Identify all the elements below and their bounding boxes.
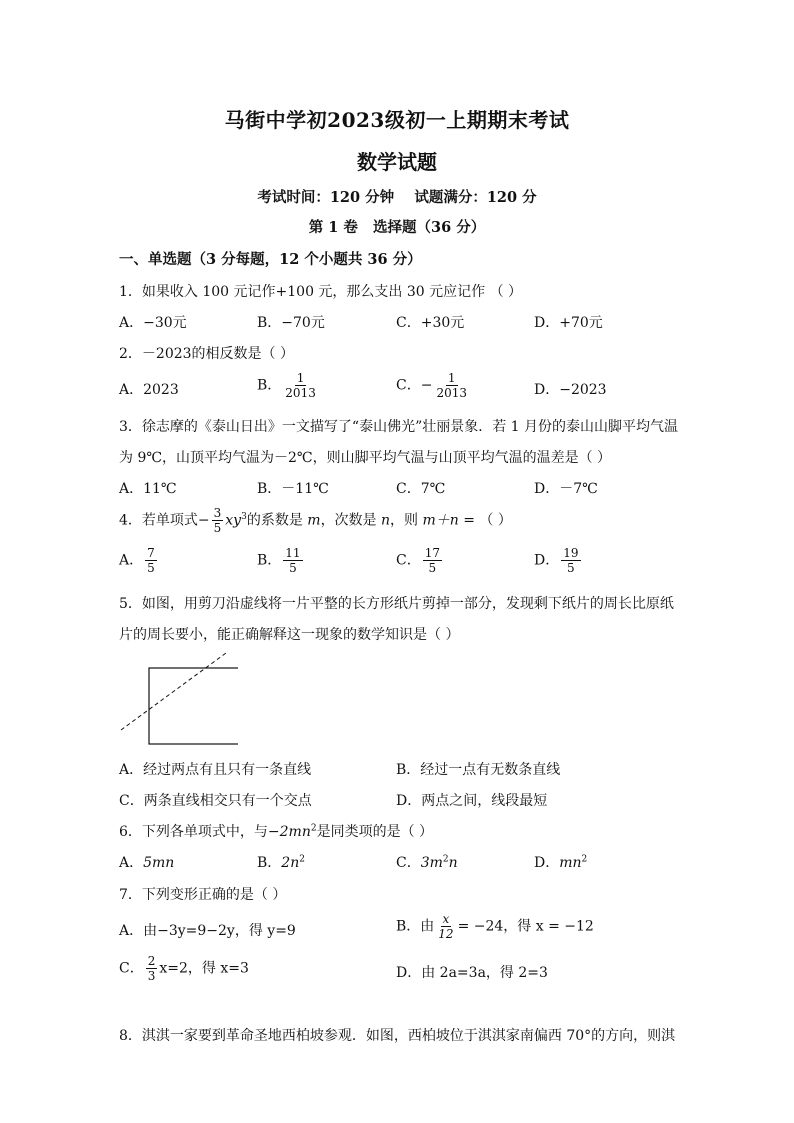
q4-option-a-numerator: 7 (147, 546, 155, 560)
q7-option-b-fraction (436, 912, 455, 941)
q2-option-b-fraction (283, 371, 318, 400)
exam-info: 考试时间：120 分钟 试题满分：120 分 (257, 189, 537, 206)
q4-stem-exponent: 3 (241, 511, 247, 522)
q6-option-d-term: mn (559, 855, 582, 871)
q4-n: n (381, 512, 391, 529)
q6-stem-end: 是同类项的是（ ） (316, 824, 434, 840)
q5-dashed-cut-line (121, 653, 226, 730)
q8-line1: 8．淇淇一家要到革命圣地西柏坡参观．如图，西柏坡位于淇淇家南偏西 70°的方向，则淇 (119, 1028, 676, 1044)
q3-option-b: B．－11℃ (257, 481, 329, 497)
q6-option-c-term: 3m (420, 855, 443, 871)
q2-option-c (396, 371, 471, 400)
q4-option-c (396, 546, 444, 575)
q7-option-b-prefix: B．由 (396, 918, 435, 935)
q7-option-b (396, 912, 594, 941)
exam-title: 马街中学初2023级初一上期期末考试 (224, 108, 570, 132)
q6-option-b-exponent: 2 (299, 854, 305, 865)
q4-option-a-fraction (145, 546, 157, 575)
q5-option-a: A．经过两点有且只有一条直线 (119, 762, 312, 778)
q6-option-c (396, 852, 458, 872)
q4-option-b-fraction (283, 546, 302, 575)
q4-stem-mid: 的系数是 (246, 512, 308, 529)
q6-option-c-tail: n (448, 855, 458, 871)
q4-option-c-fraction (423, 546, 442, 575)
q4-option-b-prefix: B． (257, 552, 282, 569)
q2-option-a: A．2023 (119, 382, 179, 398)
q4-option-a-denominator: 5 (147, 561, 155, 575)
q3-line2: 为 9℃，山顶平均气温为－2℃，则山脚平均气温与山顶平均气温的温差是（ ） (119, 450, 612, 466)
q6-option-d-prefix: D． (534, 855, 560, 871)
q7-option-c-numerator: 2 (147, 954, 156, 968)
q2-option-d: D．−2023 (534, 382, 607, 398)
q6-option-a (119, 852, 174, 872)
q4-option-b (257, 546, 305, 575)
q7-option-a: A．由−3y=9−2y，得 y=9 (119, 923, 296, 939)
q6-option-a-term: 5mn (143, 855, 175, 871)
q6-option-b (257, 852, 305, 872)
q4-option-a (119, 546, 159, 575)
subject-title: 数学试题 (357, 150, 437, 174)
q6-option-c-prefix: C． (396, 855, 421, 871)
q5-option-d: D．两点之间，线段最短 (396, 793, 548, 809)
q1-option-b: B．−70元 (257, 315, 325, 331)
q7-option-b-numerator: x (442, 912, 450, 926)
q3-option-a: A．11℃ (119, 481, 177, 497)
q2-option-b-numerator: 1 (296, 371, 305, 385)
q4-option-d-denominator: 5 (567, 561, 575, 575)
q6-option-b-term: 2n (281, 855, 300, 871)
q4-stem-variable: xy (225, 512, 242, 529)
q7-option-b-denominator: 12 (438, 927, 454, 941)
q4-option-c-denominator: 5 (428, 561, 437, 575)
q1-stem: 1．如果收入 100 元记作+100 元，那么支出 30 元应记作 （ ） (119, 284, 523, 300)
q4-stem-fraction (212, 506, 224, 535)
q3-line1: 3．徐志摩的《泰山日出》一文描写了“泰山佛光”壮丽景象．若 1 月份的泰山山脚平均气温 (119, 419, 679, 435)
q4-option-d-prefix: D． (534, 552, 560, 569)
q7-stem: 7．下列变形正确的是（ ） (119, 887, 287, 903)
q3-option-c: C．7℃ (396, 481, 446, 497)
section-heading: 一、单选题（3 分每题，12 个小题共 36 分） (119, 251, 422, 268)
q4-stem-numerator: 3 (213, 506, 222, 520)
q7-option-d: D．由 2a=3a，得 2=3 (396, 965, 548, 981)
q4-stem-end: = （ ） (458, 512, 512, 529)
q6-option-b-prefix: B． (257, 855, 282, 871)
q4-option-b-denominator: 5 (289, 561, 297, 575)
q4-stem (119, 506, 512, 535)
q4-stem-denominator: 5 (213, 521, 222, 535)
q2-option-b (257, 371, 320, 400)
q1-option-d: D．+70元 (534, 315, 603, 331)
q5-figure (118, 650, 238, 750)
q2-option-c-numerator: 1 (447, 371, 456, 385)
q5-option-b: B．经过一点有无数条直线 (396, 762, 561, 778)
q5-rectangle (149, 668, 238, 744)
q4-option-c-prefix: C． (396, 552, 421, 569)
q6-option-d (534, 852, 587, 872)
q4-stem-prefix: 4．若单项式− (119, 512, 210, 529)
q2-option-b-denominator: 2013 (285, 386, 316, 400)
q6-option-c-exponent: 2 (442, 854, 449, 865)
q4-option-d-numerator: 19 (563, 546, 579, 560)
q6-stem (119, 821, 433, 841)
q7-option-b-tail: = −24，得 x = −12 (457, 918, 594, 935)
q5-line1: 5．如图，用剪刀沿虚线将一片平整的长方形纸片剪掉一部分，发现剩下纸片的周长比原纸 (119, 596, 674, 612)
q7-option-c-fraction (146, 954, 158, 983)
q4-stem-mid2: ，次数是 (320, 512, 382, 529)
q4-option-b-numerator: 11 (285, 546, 301, 560)
q6-option-a-prefix: A． (119, 855, 144, 871)
q7-option-c (119, 954, 249, 983)
q1-option-c: C．+30元 (396, 315, 465, 331)
q4-expression: m＋n (422, 512, 459, 529)
q3-option-d: D．－7℃ (534, 481, 598, 497)
q4-stem-mid3: ，则 (390, 512, 423, 529)
q4-option-d-fraction (561, 546, 580, 575)
q7-option-c-tail: x=2，得 x=3 (159, 960, 249, 977)
q6-stem-exponent: 2 (310, 823, 317, 834)
q2-stem: 2．－2023的相反数是（ ） (119, 346, 294, 362)
q5-option-c: C．两条直线相交只有一个交点 (119, 793, 312, 809)
q4-option-d (534, 546, 583, 575)
q7-option-c-prefix: C． (119, 960, 144, 977)
q2-option-c-prefix: C．− (396, 377, 433, 394)
q6-stem-term: −2mn (267, 824, 311, 840)
q7-option-c-denominator: 3 (147, 969, 156, 983)
q6-stem-prefix: 6．下列各单项式中，与 (119, 824, 268, 840)
q1-option-a: A．−30元 (119, 315, 187, 331)
q4-option-a-prefix: A． (119, 552, 144, 569)
q5-line2: 片的周长要小，能正确解释这一现象的数学知识是（ ） (119, 627, 460, 643)
q4-m: m (307, 512, 321, 529)
q2-option-c-fraction (434, 371, 469, 400)
q4-option-c-numerator: 17 (424, 546, 440, 560)
q6-option-d-exponent: 2 (581, 854, 588, 865)
q2-option-b-prefix: B． (257, 377, 282, 394)
volume-heading: 第 1 卷 选择题（36 分） (308, 219, 486, 236)
q2-option-c-denominator: 2013 (436, 386, 467, 400)
